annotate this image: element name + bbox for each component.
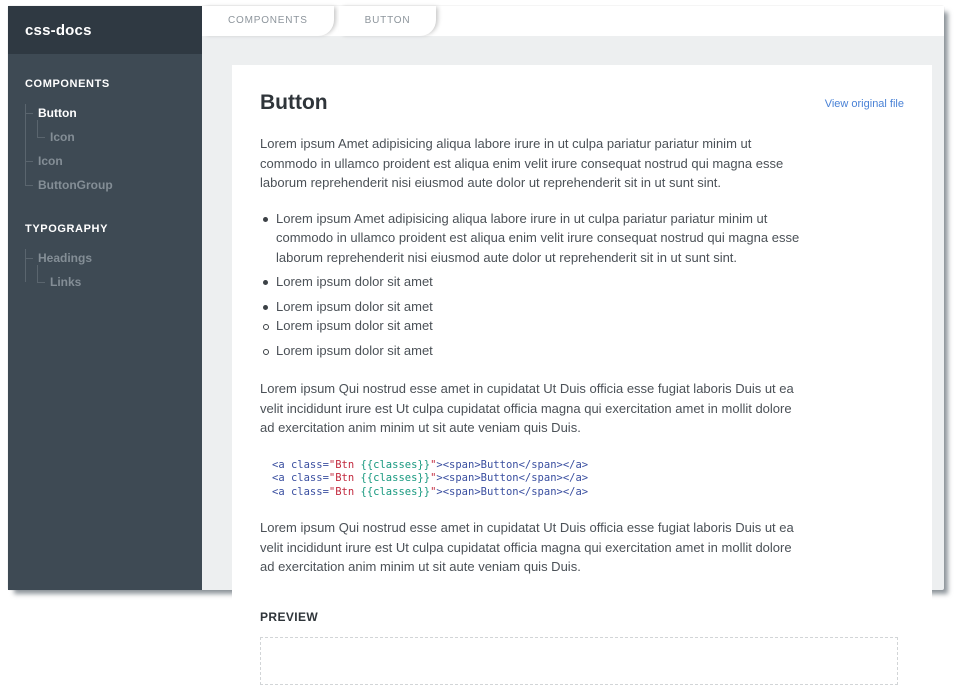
code-line: <a class="Btn {{classes}}"><span>Button</span></a>: [272, 458, 589, 471]
sidebar: [8, 6, 202, 590]
code-line: <a class="Btn {{classes}}"><span>Button</span></a>: [272, 472, 589, 484]
preview-heading: PREVIEW: [260, 609, 319, 624]
typography-tree: [25, 246, 202, 294]
main-area: [202, 6, 944, 624]
paragraph-before-code: Lorem ipsum Qui nostrud esse amet in cupidatat Ut Duis officia esse fugiat laboris Duis ut ea velit incididunt irure est Ut culpa cupidatat officia magna qui exercitation amet in mollit dolore ad exercitation anim minim ut sit aute veniam quis Duis.: [260, 381, 794, 435]
app-window: [8, 6, 944, 624]
list-item: Lorem ipsum dolor sit amet: [276, 316, 800, 336]
tab-components[interactable]: COMPONENTS: [202, 6, 334, 36]
sidebar-item-buttongroup[interactable]: [25, 173, 202, 197]
components-tree: [25, 101, 202, 197]
sidebar-item-links[interactable]: [25, 270, 202, 294]
list-item: Lorem ipsum dolor sit amet: [276, 272, 800, 292]
sidebar-item-label: Headings: [38, 251, 93, 265]
breadcrumb-tabs: [202, 6, 944, 36]
list-item: Lorem ipsum dolor sit amet: [276, 297, 800, 317]
sidebar-nav: [8, 54, 202, 294]
sidebar-item-icon[interactable]: [25, 149, 202, 173]
nav-section-typography: [25, 223, 202, 294]
app-title: css-docs: [8, 6, 202, 54]
view-original-file-link[interactable]: View original file: [824, 98, 904, 110]
sidebar-item-button-icon[interactable]: [25, 125, 202, 149]
sidebar-item-button[interactable]: [25, 101, 202, 125]
list-item: Lorem ipsum dolor sit amet: [276, 341, 800, 361]
nav-section-typography-title: TYPOGRAPHY: [25, 223, 109, 235]
page-title: Button: [260, 91, 328, 114]
sidebar-item-label: ButtonGroup: [38, 178, 113, 192]
sidebar-item-label: Icon: [50, 130, 75, 144]
content-card: [232, 65, 932, 624]
sidebar-item-label: Links: [50, 275, 82, 289]
sidebar-item-label: Icon: [38, 154, 63, 168]
sidebar-item-headings[interactable]: [25, 246, 202, 270]
tab-button[interactable]: BUTTON: [339, 6, 437, 36]
paragraph-after-code: Lorem ipsum Qui nostrud esse amet in cupidatat Ut Duis officia esse fugiat laboris Duis ut ea velit incididunt irure est Ut culpa cupidatat officia magna qui exercitation amet in mollit dolore ad exercitation anim minim ut sit aute veniam quis Duis.: [260, 520, 794, 574]
nav-section-components: [25, 78, 202, 197]
list-item: Lorem ipsum Amet adipisicing aliqua labore irure in ut culpa pariatur pariatur minim ut commodo in ullamco proident est aliqua enim velit irure consequat nostrud qui magna esse laborum reprehenderit nisi eiusmod aute dolor ut reprehenderit sit in ut sunt sint.: [276, 209, 800, 268]
bullet-list: [276, 209, 800, 361]
sidebar-item-label: Button: [38, 106, 77, 120]
code-block: [272, 459, 904, 500]
nav-section-components-title: COMPONENTS: [25, 78, 110, 90]
preview-box: [260, 637, 898, 685]
code-line: <a class="Btn {{classes}}"><span>Button</span></a>: [272, 485, 589, 498]
intro-paragraph: Lorem ipsum Amet adipisicing aliqua labore irure in ut culpa pariatur pariatur minim ut commodo in ullamco proident est aliqua enim velit irure consequat nostrud qui magna esse laborum reprehenderit nisi eiusmod aute dolor ut reprehenderit sit in ut sunt sint.: [260, 136, 784, 190]
